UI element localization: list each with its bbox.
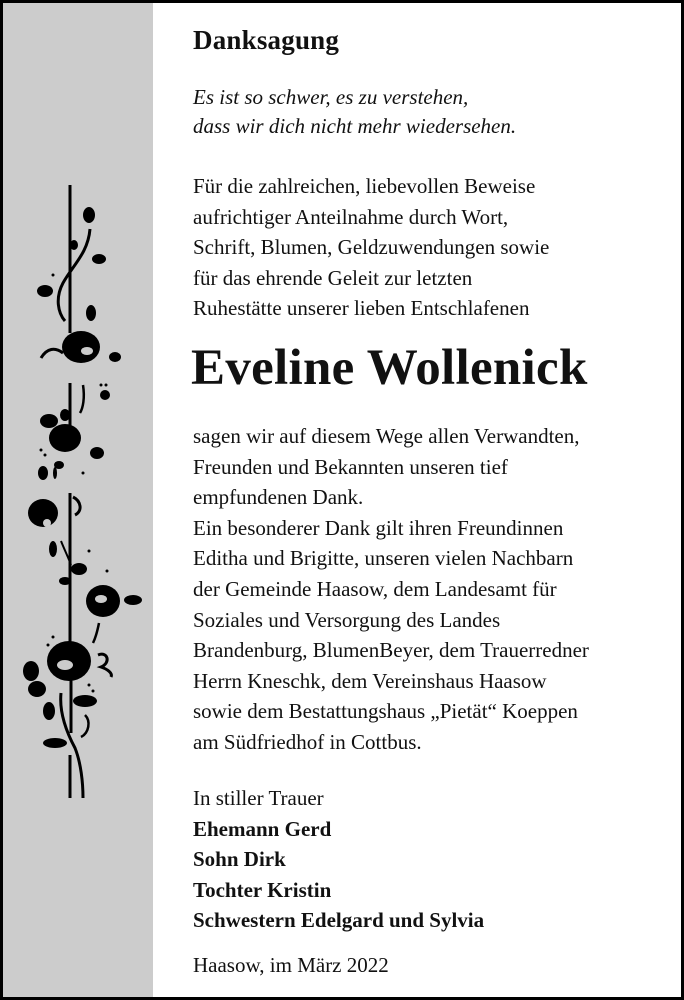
- body-line: der Gemeinde Haasow, dem Landesamt für: [193, 576, 557, 601]
- mourner-name: Tochter Kristin: [193, 877, 332, 902]
- intro-line: Für die zahlreichen, liebevollen Beweise: [193, 174, 536, 198]
- mourner-name: Ehemann Gerd: [193, 816, 332, 841]
- intro-line: für das ehrende Geleit zur letzten: [193, 265, 473, 290]
- intro-line: Ruhestätte unserer lieben Entschlafenen: [193, 296, 530, 320]
- memorial-verse: [193, 83, 516, 141]
- body-line: Herrn Kneschk, dem Vereinshaus Haasow: [193, 668, 547, 693]
- mourner-name: Sohn Dirk: [193, 847, 286, 871]
- mourner-name: Schwestern Edelgard und Sylvia: [193, 908, 485, 932]
- signature-lead: In stiller Trauer: [193, 786, 324, 810]
- body-line: sagen wir auf diesem Wege allen Verwandten,: [193, 424, 580, 448]
- body-line: am Südfriedhof in Cottbus.: [193, 729, 422, 754]
- intro-line: aufrichtiger Anteilnahme durch Wort,: [193, 204, 509, 229]
- verse-line: dass wir dich nicht mehr wiedersehen.: [193, 114, 517, 138]
- deceased-name: Eveline Wollenick: [191, 340, 588, 396]
- body-line: Freunden und Bekannten unseren tief: [193, 454, 508, 479]
- body-line: Editha und Brigitte, unseren vielen Nachbarn: [193, 546, 574, 571]
- intro-line: Schrift, Blumen, Geldzuwendungen sowie: [193, 235, 550, 259]
- body-line: Soziales und Versorgung des Landes: [193, 607, 501, 632]
- verse-line: Es ist so schwer, es zu verstehen,: [193, 85, 469, 109]
- body-line: Ein besonderer Dank gilt ihren Freundinnen: [193, 515, 564, 540]
- body-line: sowie dem Bestattungshaus „Pietät“ Koeppen: [193, 699, 578, 724]
- thanks-paragraph: [193, 421, 589, 758]
- signature-block: [193, 783, 484, 936]
- intro-paragraph: [193, 171, 549, 324]
- place-and-date: Haasow, im März 2022: [193, 953, 389, 977]
- body-line: Brandenburg, BlumenBeyer, dem Trauerredner: [193, 638, 589, 663]
- decorative-side-strip: [3, 3, 153, 997]
- rose-vine-icon: [3, 3, 153, 997]
- notice-title: Danksagung: [193, 25, 340, 55]
- body-line: empfundenen Dank.: [193, 485, 364, 510]
